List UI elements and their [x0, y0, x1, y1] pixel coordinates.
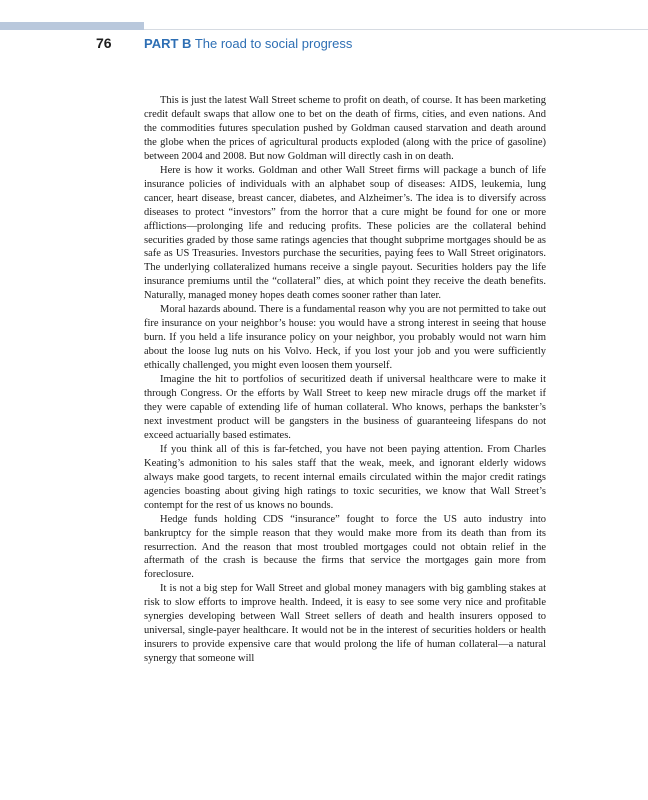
paragraph: It is not a big step for Wall Street and global money managers with big gambling stakes at risk to slow efforts to improve health. Indeed, it is easy to see some very nice and profitable synergies developing between Wall Street sellers of death and health insurers opposed to universal, single-payer healthcare. It would not be in the interest of securities holders or health insurers to provide expensive care that would prolong the life of human collateral—a natural synergy that someone will [144, 583, 546, 665]
running-head [144, 36, 352, 51]
paragraph: Moral hazards abound. There is a fundamental reason why you are not permitted to take out fire insurance on your neighbor’s house: you would have a strong interest in seeing that house burn. If you held a life insurance policy on your neighbor, you probably would not warn him about the loose lug nuts on his Volvo. Heck, if you lost your job and you were sufficiently ethically challenged, you might even loosen them yourself. [144, 304, 546, 372]
paragraph: Here is how it works. Goldman and other Wall Street firms will package a bunch of life insurance policies of individuals with an alphabet soup of diseases: AIDS, leukemia, lung cancer, heart disease, breast cancer, diabetes, and Alzheimer’s. The idea is to diversify across diseases to protect “investors” from the horror that a cure might be found for one or more afflictions—prolonging life and reducing profits. These policies are the collateral behind securities graded by those same ratings agencies that thought subprime mortgages should be as safe as US Treasuries. Investors purchase the securities, paying fees to Wall Street originators. The underlying collateralized humans receive a single payout. Securities holders pay the life insurance premiums until the “collateral” dies, at which point they receive the death benefits. Naturally, managed money hopes death comes sooner rather than later. [144, 164, 546, 302]
paragraph: Imagine the hit to portfolios of securitized death if universal healthcare were to make it through Congress. Or the efforts by Wall Street to keep new miracle drugs off the market if they were capable of extending life of human collateral. Who knows, perhaps the bankster’s next investment product will be gangsters in the business of guaranteeing lifespans do not exceed actuarially based estimates. [144, 374, 546, 441]
paragraph: This is just the latest Wall Street scheme to profit on death, of course. It has been marketing credit default swaps that allow one to bet on the death of firms, cities, and even nations. And the commodities futures speculation pushed by Goldman caused starvation and death around the globe when the prices of agricultural products exploded (along with the price of gasoline) between 2004 and 2008. But now Goldman will directly cash in on death. [144, 95, 546, 162]
paragraph: If you think all of this is far-fetched, you have not been paying attention. From Charles Keating’s admonition to his sales staff that the weak, meek, and ignorant elderly widows always make good targets, to recent internal emails circulated within the major credit ratings agencies boasting about giving high ratings to toxic securities, we know that Wall Street’s contempt for the rest of us knows no bounds. [144, 443, 546, 511]
part-title: The road to social progress [194, 36, 353, 51]
header-accent-bar [0, 22, 144, 30]
part-label: PART B [144, 36, 192, 51]
paragraph: Hedge funds holding CDS “insurance” fought to force the US auto industry into bankruptcy for the simple reason that they would make more from its death than from its resurrection. And the reason that most troubled mortgages could not obtain relief in the aftermath of the crash is because the firms that service the mortgages gain more from foreclosure. [144, 513, 546, 581]
body-text [144, 94, 546, 666]
header-rule [144, 29, 648, 30]
page-number: 76 [96, 35, 112, 51]
